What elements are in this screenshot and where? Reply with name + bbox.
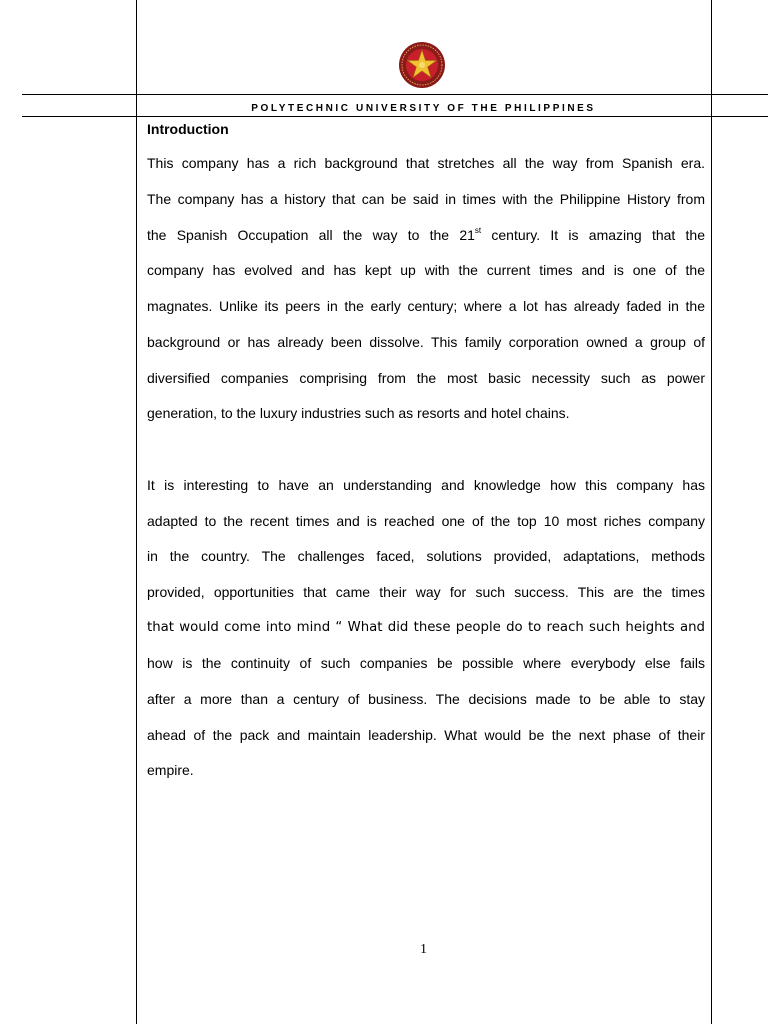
text-line: after a more than a century of business. The decisions made to be able to stay — [147, 691, 705, 707]
ordinal-superscript: st — [474, 226, 482, 235]
text-line: background or has already been dissolve. This family corporation owned a group of — [147, 334, 705, 350]
text-line: empire. — [147, 762, 194, 778]
university-name: POLYTECHNIC UNIVERSITY OF THE PHILIPPINES — [251, 103, 596, 114]
page-number: 1 — [420, 942, 427, 957]
text-line: adapted to the recent times and is reached one of the top 10 most riches company — [147, 513, 705, 529]
right-margin-rule — [711, 0, 712, 1024]
text-line: ahead of the pack and maintain leadership. What would be the next phase of their — [147, 727, 705, 743]
text-line: diversified companies comprising from the most basic necessity such as power — [147, 370, 705, 386]
text-line: company has evolved and has kept up with the current times and is one of the — [147, 262, 705, 278]
text-line: This company has a rich background that stretches all the way from Spanish era. — [147, 155, 705, 171]
header-rule-top — [22, 94, 768, 95]
text-line: The company has a history that can be said in times with the Philippine History from — [147, 191, 705, 207]
text-line: in the country. The challenges faced, solutions provided, adaptations, methods — [147, 548, 705, 564]
text-line: provided, opportunities that came their way for such success. This are the times — [147, 584, 705, 600]
text-line: It is interesting to have an understanding and knowledge how this company has — [147, 477, 705, 493]
header-rule-bottom — [22, 116, 768, 117]
left-margin-rule — [136, 0, 137, 1024]
text-line: that would come into mind “ What did these people do to reach such heights and — [147, 620, 705, 635]
section-heading: Introduction — [147, 121, 229, 137]
text-line: generation, to the luxury industries such as resorts and hotel chains. — [147, 405, 570, 421]
text-line: the Spanish Occupation all the way to the 21st century. It is amazing that the — [147, 226, 706, 243]
text-line: how is the continuity of such companies be possible where everybody else fails — [147, 655, 705, 671]
text-line: magnates. Unlike its peers in the early century; where a lot has already faded in the — [147, 298, 705, 314]
pup-seal-icon — [398, 41, 446, 89]
